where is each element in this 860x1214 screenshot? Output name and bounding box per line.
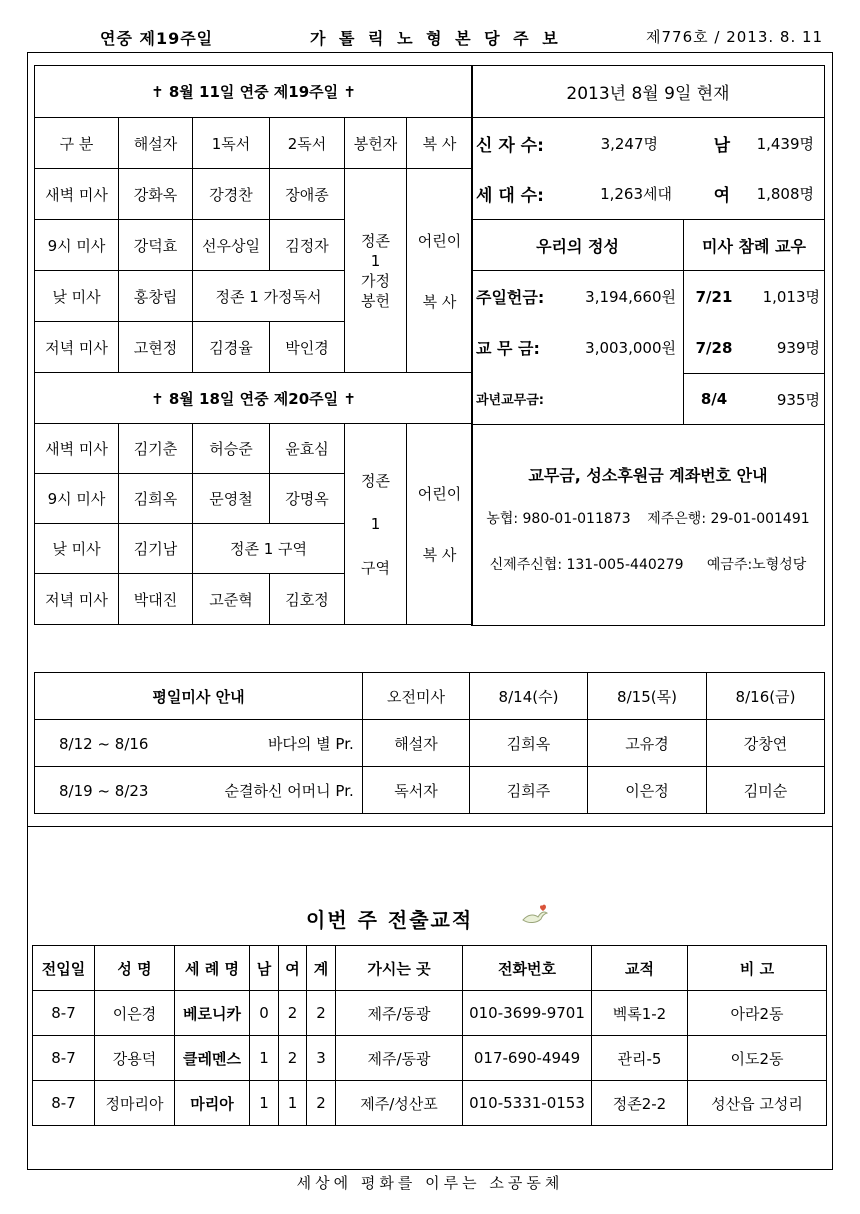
attendance-date: 8/4	[700, 390, 728, 408]
cell: 강경찬	[193, 169, 270, 220]
stats-row-believers	[476, 119, 820, 169]
server-line: 어린이	[417, 231, 462, 250]
cell: 벡록1-2	[592, 991, 688, 1036]
cell: 아라2동	[688, 991, 827, 1036]
cell: 선우상일	[193, 220, 270, 271]
male-label: 남	[713, 136, 730, 156]
row-label: 낮 미사	[35, 524, 119, 574]
cell: 제주/동광	[336, 991, 463, 1036]
col-offering: 봉헌자	[345, 118, 407, 169]
cell: 정존2-2	[592, 1081, 688, 1126]
weekday-role: 독서자	[363, 767, 470, 814]
account-jeju-bank: 제주은행: 29-01-001491	[647, 511, 810, 527]
header-title: 가 톨 릭 노 형 본 당 주 보	[310, 29, 562, 48]
cell: 강덕효	[119, 220, 193, 271]
offering-line: 1	[370, 251, 381, 270]
weekday-date: 8/16(금)	[707, 673, 825, 720]
cell: 마리아	[175, 1081, 250, 1126]
offering-line: 정존	[361, 472, 390, 490]
weekday-date: 8/14(수)	[470, 673, 588, 720]
cell: 고현정	[119, 322, 193, 373]
households-label: 세 대 수:	[476, 186, 544, 206]
weekday-mass-table	[34, 672, 825, 814]
attendance-row	[684, 373, 824, 424]
cell: 강명옥	[270, 474, 345, 524]
week1-server	[407, 169, 473, 373]
weekday-person: 김미순	[707, 767, 825, 814]
col-server: 복 사	[407, 118, 473, 169]
dues-value: 3,003,000원	[585, 339, 676, 357]
weekday-person: 고유경	[588, 720, 707, 767]
attendance-block	[684, 271, 825, 425]
table-row	[33, 1081, 827, 1126]
row-label: 9시 미사	[35, 474, 119, 524]
cell: 클레멘스	[175, 1036, 250, 1081]
weekday-period: 8/19 ~ 8/23	[59, 781, 149, 800]
cell: 2	[279, 991, 307, 1036]
cell: 고준혁	[193, 574, 270, 625]
parish-info-table	[471, 65, 825, 626]
section-divider	[27, 826, 833, 827]
cell: 8-7	[33, 1081, 95, 1126]
cell-merged: 정존 1 구역	[193, 524, 345, 574]
cell: 3	[307, 1036, 336, 1081]
col-reading1: 1독서	[193, 118, 270, 169]
past-label: 과년교무금:	[476, 392, 544, 408]
week2-server	[407, 424, 473, 625]
offering-line: 가정	[361, 271, 390, 290]
cell: 8-7	[33, 1036, 95, 1081]
cell: 1	[279, 1081, 307, 1126]
attendance-count: 1,013명	[762, 288, 820, 306]
mass-schedule-table	[34, 65, 473, 625]
server-line: 복 사	[422, 546, 457, 564]
cell: 제주/동광	[336, 1036, 463, 1081]
cell: 017-690-4949	[463, 1036, 592, 1081]
account-nh: 농협: 980-01-011873	[486, 511, 631, 527]
week2-title: ✝ 8월 18일 연중 제20주일 ✝	[35, 373, 473, 424]
col-category: 구 분	[35, 118, 119, 169]
offering-row-sunday	[476, 271, 679, 322]
weekday-person: 김희옥	[470, 720, 588, 767]
cell: 1	[250, 1081, 279, 1126]
cell: 허승준	[193, 424, 270, 474]
dove-icon	[520, 902, 550, 928]
transfer-title: 이번 주 전출교적	[306, 908, 474, 932]
cell: 장애종	[270, 169, 345, 220]
weekday-row-info	[35, 767, 363, 814]
sunday-label: 주일헌금:	[476, 288, 545, 307]
cell: 강용덕	[95, 1036, 175, 1081]
cell: 박대진	[119, 574, 193, 625]
attendance-count: 935명	[776, 390, 820, 409]
table-row	[33, 1036, 827, 1081]
th: 전화번호	[463, 946, 592, 991]
cell: 010-5331-0153	[463, 1081, 592, 1126]
row-label: 9시 미사	[35, 220, 119, 271]
th: 성 명	[95, 946, 175, 991]
dues-label: 교 무 금:	[476, 339, 540, 358]
cell-merged: 정존 1 가정독서	[193, 271, 345, 322]
cell: 010-3699-9701	[463, 991, 592, 1036]
offering-block	[472, 271, 684, 425]
attendance-row	[688, 271, 820, 322]
th: 교적	[592, 946, 688, 991]
cell: 김경율	[193, 322, 270, 373]
server-line: 복 사	[422, 292, 457, 311]
attendance-row	[688, 322, 820, 373]
weekday-person: 이은정	[588, 767, 707, 814]
weekday-period: 8/12 ~ 8/16	[59, 734, 149, 753]
attendance-date: 7/21	[695, 287, 733, 306]
female-label: 여	[713, 186, 730, 206]
weekday-date: 8/15(목)	[588, 673, 707, 720]
th: 남	[250, 946, 279, 991]
cell: 김기남	[119, 524, 193, 574]
transfer-table	[32, 945, 827, 1126]
female-value: 1,808명	[756, 185, 814, 203]
row-label: 새벽 미사	[35, 424, 119, 474]
believers-value: 3,247명	[600, 135, 658, 153]
table-row	[33, 991, 827, 1036]
week1-offering	[345, 169, 407, 373]
cell: 2	[279, 1036, 307, 1081]
stats-row-households	[476, 169, 820, 219]
cell: 8-7	[33, 991, 95, 1036]
cell: 이은경	[95, 991, 175, 1036]
account-block	[472, 425, 825, 626]
offering-line: 정존	[361, 231, 390, 250]
offering-line: 구역	[361, 559, 390, 577]
cell: 김호정	[270, 574, 345, 625]
th: 비 고	[688, 946, 827, 991]
weekday-row-info	[35, 720, 363, 767]
th: 계	[307, 946, 336, 991]
stats-date: 2013년 8월 9일 현재	[472, 66, 825, 118]
weekday-praesidium: 순결하신 어머니 Pr.	[224, 781, 354, 800]
weekday-person: 강창연	[707, 720, 825, 767]
account-line-2	[472, 554, 824, 574]
cell: 강화옥	[119, 169, 193, 220]
male-value: 1,439명	[756, 135, 814, 153]
offering-line: 1	[370, 515, 381, 533]
attendance-date: 7/28	[695, 338, 733, 357]
cell: 문영철	[193, 474, 270, 524]
offering-row-dues	[476, 322, 679, 373]
sunday-value: 3,194,660원	[585, 288, 676, 306]
th: 세 례 명	[175, 946, 250, 991]
cell: 2	[307, 991, 336, 1036]
col-reading2: 2독서	[270, 118, 345, 169]
header-issue: 제776호 / 2013. 8. 11	[646, 28, 824, 46]
cell: 김희옥	[119, 474, 193, 524]
row-label: 낮 미사	[35, 271, 119, 322]
cell: 관리-5	[592, 1036, 688, 1081]
th: 여	[279, 946, 307, 991]
cell: 홍창립	[119, 271, 193, 322]
row-label: 저녁 미사	[35, 322, 119, 373]
account-credit-union: 신제주신협: 131-005-440279	[489, 557, 684, 573]
header-left: 연중 제19주일	[100, 29, 214, 48]
account-title: 교무금, 성소후원금 계좌번호 안내	[528, 466, 768, 485]
weekday-person: 김희주	[470, 767, 588, 814]
weekday-role: 해설자	[363, 720, 470, 767]
offering-line: 봉헌	[361, 291, 390, 310]
account-holder: 예금주:노형성당	[706, 557, 807, 573]
cell: 1	[250, 1036, 279, 1081]
cell: 박인경	[270, 322, 345, 373]
server-line: 어린이	[417, 485, 462, 503]
account-line-1	[472, 508, 824, 528]
week1-title: ✝ 8월 11일 연중 제19주일 ✝	[35, 66, 473, 118]
cell: 성산읍 고성리	[688, 1081, 827, 1126]
attendance-title: 미사 참례 교우	[684, 220, 825, 271]
weekday-title: 평일미사 안내	[35, 673, 363, 720]
row-label: 새벽 미사	[35, 169, 119, 220]
cell: 윤효심	[270, 424, 345, 474]
weekday-col-morning: 오전미사	[363, 673, 470, 720]
row-label: 저녁 미사	[35, 574, 119, 625]
attendance-count: 939명	[776, 339, 820, 357]
cell: 베로니카	[175, 991, 250, 1036]
stats-block	[472, 118, 825, 220]
col-commentator: 해설자	[119, 118, 193, 169]
cell: 제주/성산포	[336, 1081, 463, 1126]
weekday-praesidium: 바다의 별 Pr.	[267, 734, 354, 753]
cell: 이도2동	[688, 1036, 827, 1081]
cell: 김정자	[270, 220, 345, 271]
th: 가시는 곳	[336, 946, 463, 991]
believers-label: 신 자 수:	[476, 136, 544, 156]
th: 전입일	[33, 946, 95, 991]
offering-row-past	[476, 373, 679, 423]
offering-title: 우리의 정성	[472, 220, 684, 271]
cell: 2	[307, 1081, 336, 1126]
cell: 정마리아	[95, 1081, 175, 1126]
footer-motto: 세상에 평화를 이루는 소공동체	[296, 1174, 564, 1192]
cell: 김기춘	[119, 424, 193, 474]
households-value: 1,263세대	[600, 185, 672, 203]
cell: 0	[250, 991, 279, 1036]
week2-offering	[345, 424, 407, 625]
